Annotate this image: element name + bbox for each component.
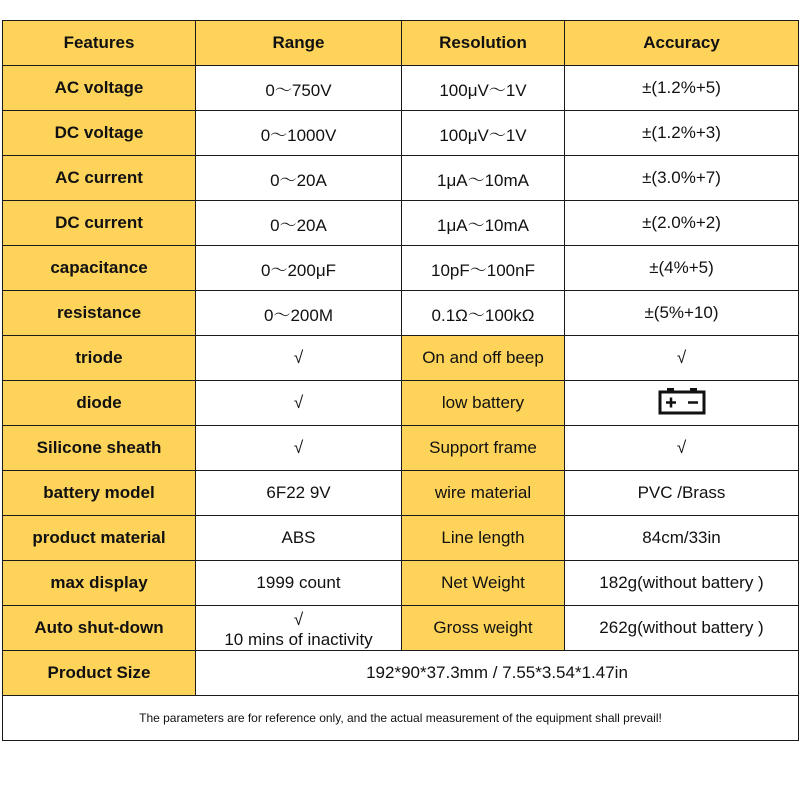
resolution-cell: 100μV～1V	[402, 111, 565, 156]
accuracy-cell: ±(4%+5)	[565, 246, 799, 291]
accuracy-cell: ±(1.2%+5)	[565, 66, 799, 111]
feature-label: DC current	[3, 201, 196, 246]
feature-label: AC current	[3, 156, 196, 201]
range-cell: 0～20A	[196, 201, 402, 246]
check-mark: √	[293, 610, 304, 629]
header-range: Range	[196, 21, 402, 66]
value-cell	[196, 606, 402, 651]
secondary-label: Line length	[402, 516, 565, 561]
table-row	[3, 156, 799, 201]
resolution-cell: 1μA～10mA	[402, 201, 565, 246]
disclaimer-note: The parameters are for reference only, and the actual measurement of the equipment shall prevail!	[3, 696, 799, 741]
secondary-label: On and off beep	[402, 336, 565, 381]
table-row	[3, 516, 799, 561]
accuracy-cell: ±(5%+10)	[565, 291, 799, 336]
table-row	[3, 291, 799, 336]
secondary-value: √	[565, 426, 799, 471]
spec-table	[2, 20, 799, 741]
header-accuracy: Accuracy	[565, 21, 799, 66]
feature-label: max display	[3, 561, 196, 606]
feature-label: resistance	[3, 291, 196, 336]
product-size-value: 192*90*37.3mm / 7.55*3.54*1.47in	[196, 651, 799, 696]
range-cell: 0～200μF	[196, 246, 402, 291]
table-row	[3, 381, 799, 426]
table-row	[3, 246, 799, 291]
value-cell: √	[196, 426, 402, 471]
table-row	[3, 426, 799, 471]
header-resolution: Resolution	[402, 21, 565, 66]
feature-label: product material	[3, 516, 196, 561]
resolution-cell: 1μA～10mA	[402, 156, 565, 201]
range-cell: 0～20A	[196, 156, 402, 201]
product-size-row	[3, 651, 799, 696]
table-row	[3, 66, 799, 111]
table-row	[3, 201, 799, 246]
resolution-cell: 0.1Ω～100kΩ	[402, 291, 565, 336]
secondary-value	[565, 381, 799, 426]
header-features: Features	[3, 21, 196, 66]
range-cell: 0～1000V	[196, 111, 402, 156]
secondary-label: Support frame	[402, 426, 565, 471]
feature-label: AC voltage	[3, 66, 196, 111]
feature-label: capacitance	[3, 246, 196, 291]
value-cell: √	[196, 336, 402, 381]
auto-off-note: 10 mins of inactivity	[224, 630, 373, 649]
secondary-value: 262g(without battery )	[565, 606, 799, 651]
accuracy-cell: ±(1.2%+3)	[565, 111, 799, 156]
secondary-label: low battery	[402, 381, 565, 426]
feature-label: DC voltage	[3, 111, 196, 156]
table-row	[3, 336, 799, 381]
battery-icon	[657, 387, 707, 420]
table-row	[3, 561, 799, 606]
table-row	[3, 471, 799, 516]
secondary-label: Gross weight	[402, 606, 565, 651]
secondary-value: √	[565, 336, 799, 381]
secondary-value: 182g(without battery )	[565, 561, 799, 606]
table-row	[3, 606, 799, 651]
value-cell: 1999 count	[196, 561, 402, 606]
secondary-value: 84cm/33in	[565, 516, 799, 561]
resolution-cell: 10pF～100nF	[402, 246, 565, 291]
feature-label: diode	[3, 381, 196, 426]
value-cell: √	[196, 381, 402, 426]
note-row	[3, 696, 799, 741]
feature-label: triode	[3, 336, 196, 381]
feature-label: battery model	[3, 471, 196, 516]
feature-label: Silicone sheath	[3, 426, 196, 471]
product-size-label: Product Size	[3, 651, 196, 696]
accuracy-cell: ±(2.0%+2)	[565, 201, 799, 246]
range-cell: 0～750V	[196, 66, 402, 111]
secondary-value: PVC /Brass	[565, 471, 799, 516]
resolution-cell: 100μV～1V	[402, 66, 565, 111]
header-row	[3, 21, 799, 66]
value-cell: 6F22 9V	[196, 471, 402, 516]
secondary-label: Net Weight	[402, 561, 565, 606]
accuracy-cell: ±(3.0%+7)	[565, 156, 799, 201]
value-cell: ABS	[196, 516, 402, 561]
feature-label: Auto shut-down	[3, 606, 196, 651]
table-row	[3, 111, 799, 156]
range-cell: 0～200M	[196, 291, 402, 336]
secondary-label: wire material	[402, 471, 565, 516]
